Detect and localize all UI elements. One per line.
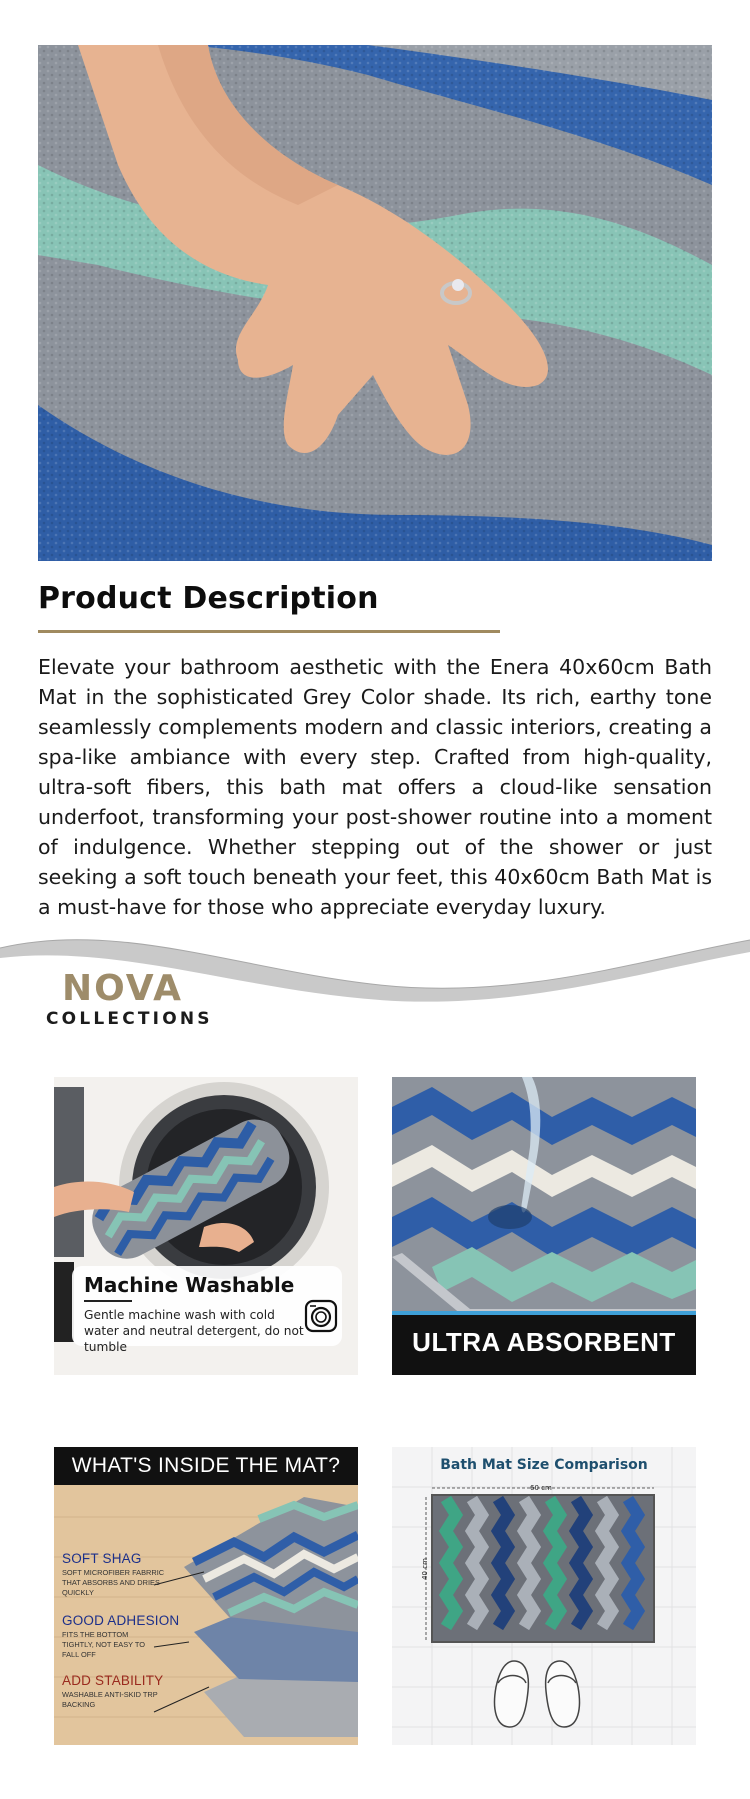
ultra-absorbent-label: ULTRA ABSORBENT — [412, 1327, 676, 1357]
layer-label — [62, 1551, 180, 1598]
layer-subtext: WASHABLE ANTI-SKID TRP BACKING — [62, 1690, 158, 1709]
width-dimension-label: 60 cm — [530, 1484, 552, 1492]
whats-inside-tile — [54, 1447, 358, 1745]
machine-washable-rule — [84, 1300, 132, 1302]
size-comparison-title: Bath Mat Size Comparison — [440, 1457, 648, 1473]
whats-inside-title: WHAT'S INSIDE THE MAT? — [71, 1454, 341, 1477]
layer-subtext: FITS THE BOTTOM TIGHTLY, NOT EASY TO FALL OFF — [62, 1630, 145, 1659]
height-dimension-label: 40 cm — [420, 1558, 429, 1580]
hero-product-image — [38, 45, 712, 561]
washing-machine-icon — [304, 1299, 338, 1333]
layer-heading: ADD STABILITY — [62, 1673, 164, 1688]
description-body: Elevate your bathroom aesthetic with the Enera 40x60cm Bath Mat in the sophisticated Grey Color shade. Its rich, earthy tone seamlessly complements modern and classic interiors, creating a spa-like ambiance with every step. Crafted from high-quality, ultra-soft fibers, this bath mat offers a cloud-like sensation underfoot, transforming your post-shower routine into a moment of indulgence. Whether stepping out of the shower or just seeking a soft touch beneath your feet, this 40x60cm Bath Mat is a must-have for those who appreciate everyday luxury. — [38, 655, 712, 919]
layer-heading: GOOD ADHESION — [62, 1613, 180, 1628]
layer-label — [62, 1613, 179, 1660]
brand-logo-name: NOVA — [62, 968, 184, 1009]
size-comparison-tile — [392, 1447, 696, 1745]
ultra-absorbent-tile — [392, 1077, 696, 1375]
brand-logo-subtitle: COLLECTIONS — [46, 1009, 213, 1029]
layer-heading: SOFT SHAG — [62, 1551, 142, 1566]
layer-label — [62, 1673, 192, 1710]
machine-washable-text: Gentle machine wash with cold water and neutral detergent, do not tumble — [84, 1308, 304, 1354]
machine-washable-title: Machine Washable — [84, 1273, 295, 1297]
title-underline — [38, 630, 500, 633]
layer-subtext: SOFT MICROFIBER FABRRIC THAT ABSORBS AND DRIES QUICKLY — [62, 1568, 165, 1597]
description-title: Product Description — [38, 581, 379, 616]
machine-washable-card — [72, 1266, 342, 1354]
machine-washable-tile — [54, 1077, 358, 1375]
